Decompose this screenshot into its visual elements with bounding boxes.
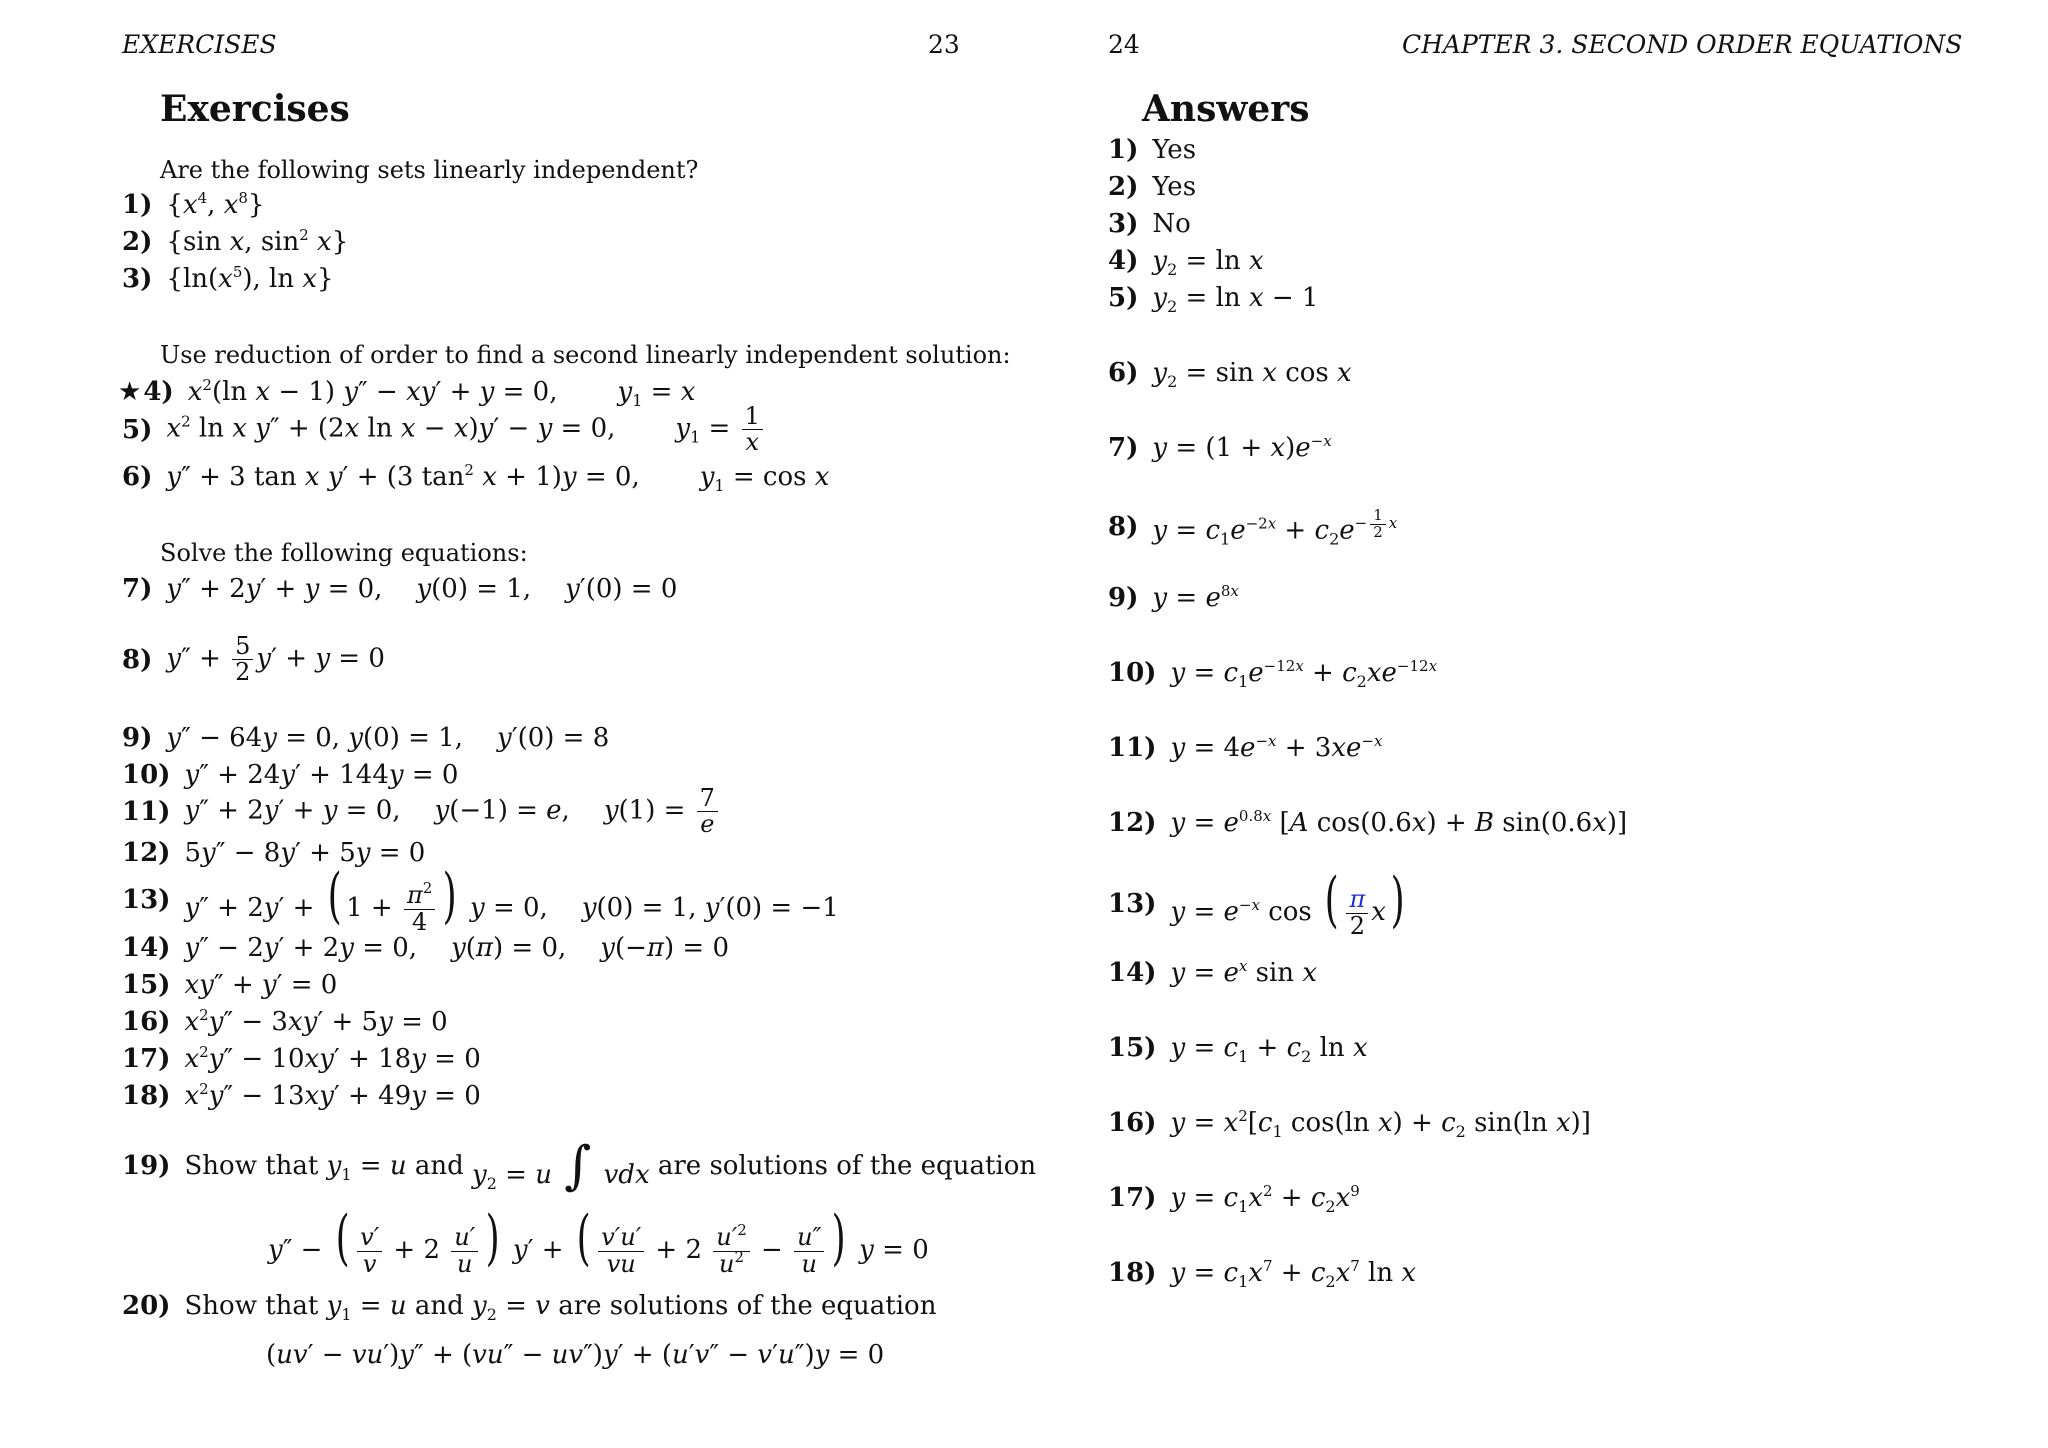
exercise-expression: xy″ + y′ = 0	[184, 970, 338, 1000]
answer-number: 14)	[1108, 958, 1157, 988]
exercise-number: 19)	[122, 1151, 171, 1181]
answer-expression: $y = c_1e^{-2x} + c_2e^{- \frac{1}{2} x}$	[1152, 506, 1398, 549]
exercise-19-text-c: are solutions of the equation	[657, 1151, 1037, 1181]
exercise-expression: {sin x, $\sin^2 x$}	[166, 226, 349, 257]
answer-number: 7)	[1108, 433, 1139, 463]
answer-13	[1108, 865, 1409, 940]
answer-number: 6)	[1108, 358, 1139, 388]
exercise-expression: y″ − 64y = 0, y(0) = 1, y′(0) = 8	[166, 723, 610, 753]
exercise-12	[122, 838, 425, 868]
exercise-expression: $y_2 = u$ ∫ vdx	[472, 1136, 650, 1196]
answer-expression: $y = e^{-x}$ cos ( $\frac{\pi}{2}$ x)	[1170, 865, 1405, 940]
exercise-number: 1)	[122, 190, 153, 220]
exercise-number: 15)	[122, 970, 171, 1000]
exercise-expression: 5y″ − 8y′ + 5y = 0	[184, 838, 426, 868]
answer-expression: $y = (1 + x)e^{-x}$	[1152, 432, 1332, 463]
answer-12	[1108, 808, 1627, 838]
section-title-exercises: Exercises	[160, 88, 350, 130]
answer-expression: $y = c_1 + c_2$ ln x	[1170, 1033, 1368, 1066]
answer-4	[1108, 246, 1264, 279]
exercise-expression: y″ + 2y′ + y = 0, y(−1) = e, y(1) = $\frac{7}{e}$	[184, 786, 720, 837]
exercise-9	[122, 723, 609, 753]
answer-expression: $y = 4e^{-x} + 3xe^{-x}$	[1170, 732, 1383, 763]
exercise-expression: $x^2y'' - 10xy' + 18y = 0$	[184, 1043, 481, 1074]
exercise-expression: {$x^4$, $x^8$}	[166, 189, 265, 220]
answer-expression: $y = e^{0.8x}$ [A cos(0.6x) + B sin(0.6x)]	[1170, 807, 1628, 838]
exercise-expression: y″ + 2y′ + ( 1 + $\frac{\pi^2}{4}$ ) y = 0, y(0) = 1, y′(0) = −1	[184, 861, 839, 936]
exercise-4	[118, 376, 696, 410]
intro-solve-equations: Solve the following equations:	[160, 539, 528, 567]
answer-5	[1108, 283, 1319, 316]
answer-number: 16)	[1108, 1108, 1157, 1138]
answer-expression: $y = e^{8x}$	[1152, 582, 1239, 613]
answer-number: 2)	[1108, 172, 1139, 202]
exercise-number: 16)	[122, 1007, 171, 1037]
exercise-1	[122, 190, 264, 220]
answer-number: 18)	[1108, 1258, 1157, 1288]
answer-expression: $y = c_1e^{-12x} + c_2xe^{-12x}$	[1170, 657, 1438, 691]
exercise-number: 14)	[122, 933, 171, 963]
answer-number: 4)	[1108, 246, 1139, 276]
exercise-18	[122, 1081, 481, 1111]
answer-3	[1108, 209, 1191, 239]
intro-linear-independence: Are the following sets linearly independent?	[160, 156, 699, 184]
answer-11	[1108, 733, 1382, 763]
answer-expression: $y_2 = \sin x$ cos x	[1152, 358, 1352, 391]
exercise-expression: {$\ln(x^5)$, ln x}	[166, 263, 334, 294]
exercise-20	[122, 1291, 937, 1324]
answer-14	[1108, 958, 1317, 988]
exercise-expression: y″ + 2y′ + y = 0, y(0) = 1, y′(0) = 0	[166, 574, 678, 604]
exercise-expression: $y_1 = u$	[326, 1151, 407, 1184]
exercise-expression: $y_2 = v$	[472, 1291, 550, 1324]
exercise-17	[122, 1044, 481, 1074]
answer-number: 15)	[1108, 1033, 1157, 1063]
exercise-expression: $x^2y'' - 13xy' + 49y = 0$	[184, 1080, 481, 1111]
intro-reduction-of-order: Use reduction of order to find a second linearly independent solution:	[160, 341, 1011, 369]
exercise-3	[122, 264, 334, 294]
answer-number: 12)	[1108, 808, 1157, 838]
section-title-answers: Answers	[1142, 88, 1310, 130]
exercise-number: 9)	[122, 723, 153, 753]
exercise-number: 8)	[122, 644, 153, 675]
exercise-8	[122, 634, 385, 685]
exercise-19-text-a: Show that	[184, 1151, 319, 1181]
exercise-13	[122, 861, 839, 936]
running-header-left: EXERCISES	[122, 30, 277, 59]
exercise-number: 6)	[122, 462, 153, 492]
answer-number: 9)	[1108, 583, 1139, 613]
answer-number: 11)	[1108, 733, 1157, 763]
right-page	[1024, 0, 2048, 1448]
exercise-11	[122, 786, 721, 837]
exercise-expression: $x^2y'' - 3xy' + 5y = 0$	[184, 1006, 448, 1037]
exercise-number: 7)	[122, 574, 153, 604]
exercise-5	[122, 404, 766, 455]
exercise-20-text-b: and	[414, 1291, 464, 1321]
answer-text: Yes	[1152, 172, 1197, 202]
exercise-number: 5)	[122, 414, 153, 445]
exercise-expression: (uv′ − vu′)y″ + (vu″ − uv″)y′ + (u′v″ − v′u″)y = 0	[266, 1340, 885, 1370]
answer-number: 1)	[1108, 135, 1139, 165]
exercise-expression: y″ + $\frac{5}{2}$ y′ + y = 0	[166, 632, 385, 687]
answer-expression: $y_2 = \ln x$	[1152, 246, 1264, 279]
answer-2	[1108, 172, 1196, 202]
answer-expression: $y = x^2[c_1$ cos(ln $x) + c_2$ sin(ln x)]	[1170, 1107, 1591, 1141]
answer-17	[1108, 1182, 1360, 1216]
answer-text: Yes	[1152, 135, 1197, 165]
answer-number: 17)	[1108, 1183, 1157, 1213]
exercise-number: 17)	[122, 1044, 171, 1074]
answer-1	[1108, 135, 1196, 165]
exercise-number: 10)	[122, 760, 171, 790]
answer-15	[1108, 1033, 1368, 1066]
exercise-20-text-a: Show that	[184, 1291, 319, 1321]
exercise-19	[122, 1136, 1037, 1196]
page-number-left: 23	[928, 30, 960, 59]
star-icon: ★	[118, 377, 142, 407]
answer-6	[1108, 358, 1352, 391]
exercise-number: 20)	[122, 1291, 171, 1321]
exercise-expression: $x^2$ ln x y″ + (2x ln x − x)y′ − y = 0, $y_1$ = $\frac{1}{x}$	[166, 404, 766, 455]
answer-number: 13)	[1108, 889, 1157, 920]
answer-text: No	[1152, 209, 1191, 239]
exercise-number: 3)	[122, 264, 153, 294]
answer-number: 3)	[1108, 209, 1139, 239]
exercise-15	[122, 970, 337, 1000]
exercise-number: 18)	[122, 1081, 171, 1111]
answer-7	[1108, 433, 1332, 463]
answer-expression: $y = c_1x^7 + c_2x^7$ ln x	[1170, 1257, 1417, 1291]
exercise-expression: y″ + 3 tan x y′ + (3 $\tan^2 x + 1)y = 0$, $y_1 = \cos x$	[166, 461, 830, 495]
exercise-20-text-c: are solutions of the equation	[558, 1291, 937, 1321]
exercise-number: 13)	[122, 885, 171, 916]
exercise-19-text-b: and	[414, 1151, 464, 1181]
answer-9	[1108, 583, 1239, 613]
exercise-number: 12)	[122, 838, 171, 868]
exercise-number: 4)	[143, 377, 174, 407]
answer-expression: $y = e^x$ sin x	[1170, 957, 1317, 988]
answer-expression: $y = c_1x^2 + c_2x^9$	[1170, 1182, 1360, 1216]
exercise-7	[122, 574, 677, 604]
exercise-expression: y″ − 2y′ + 2y = 0, y(π) = 0, y(−π) = 0	[184, 933, 730, 963]
answer-10	[1108, 657, 1438, 691]
answer-18	[1108, 1257, 1417, 1291]
exercise-14	[122, 933, 729, 963]
exercise-20-equation	[266, 1340, 884, 1370]
exercise-expression: $y_1 = u$	[326, 1291, 407, 1324]
answer-8	[1108, 506, 1398, 549]
exercise-19-equation	[268, 1203, 929, 1278]
answer-number: 8)	[1108, 511, 1139, 542]
exercise-expression: y″ + 24y′ + 144y = 0	[184, 760, 459, 790]
answer-expression: $y_2 = \ln x - 1$	[1152, 283, 1319, 316]
exercise-number: 11)	[122, 796, 171, 827]
exercise-expression: $x^2(\ln$ x − 1) y″ − xy′ + y = 0, $y_1 = x$	[187, 376, 696, 410]
answer-number: 5)	[1108, 283, 1139, 313]
exercise-16	[122, 1007, 448, 1037]
exercise-6	[122, 461, 830, 495]
exercise-2	[122, 227, 348, 257]
answer-16	[1108, 1107, 1591, 1141]
running-header-right: CHAPTER 3. SECOND ORDER EQUATIONS	[1402, 30, 1963, 59]
page-number-right: 24	[1108, 30, 1140, 59]
exercise-number: 2)	[122, 227, 153, 257]
answer-number: 10)	[1108, 658, 1157, 688]
exercise-expression: y″ − ( $\frac{v'}{v}$ + 2 $\frac{u'}{u}$ ) y′ + ( $\frac{v'u'}{vu}$ + 2 $\frac{u'^2}{u^2}$ − $\frac{u''}{u}$ ) y = 0	[268, 1203, 929, 1278]
